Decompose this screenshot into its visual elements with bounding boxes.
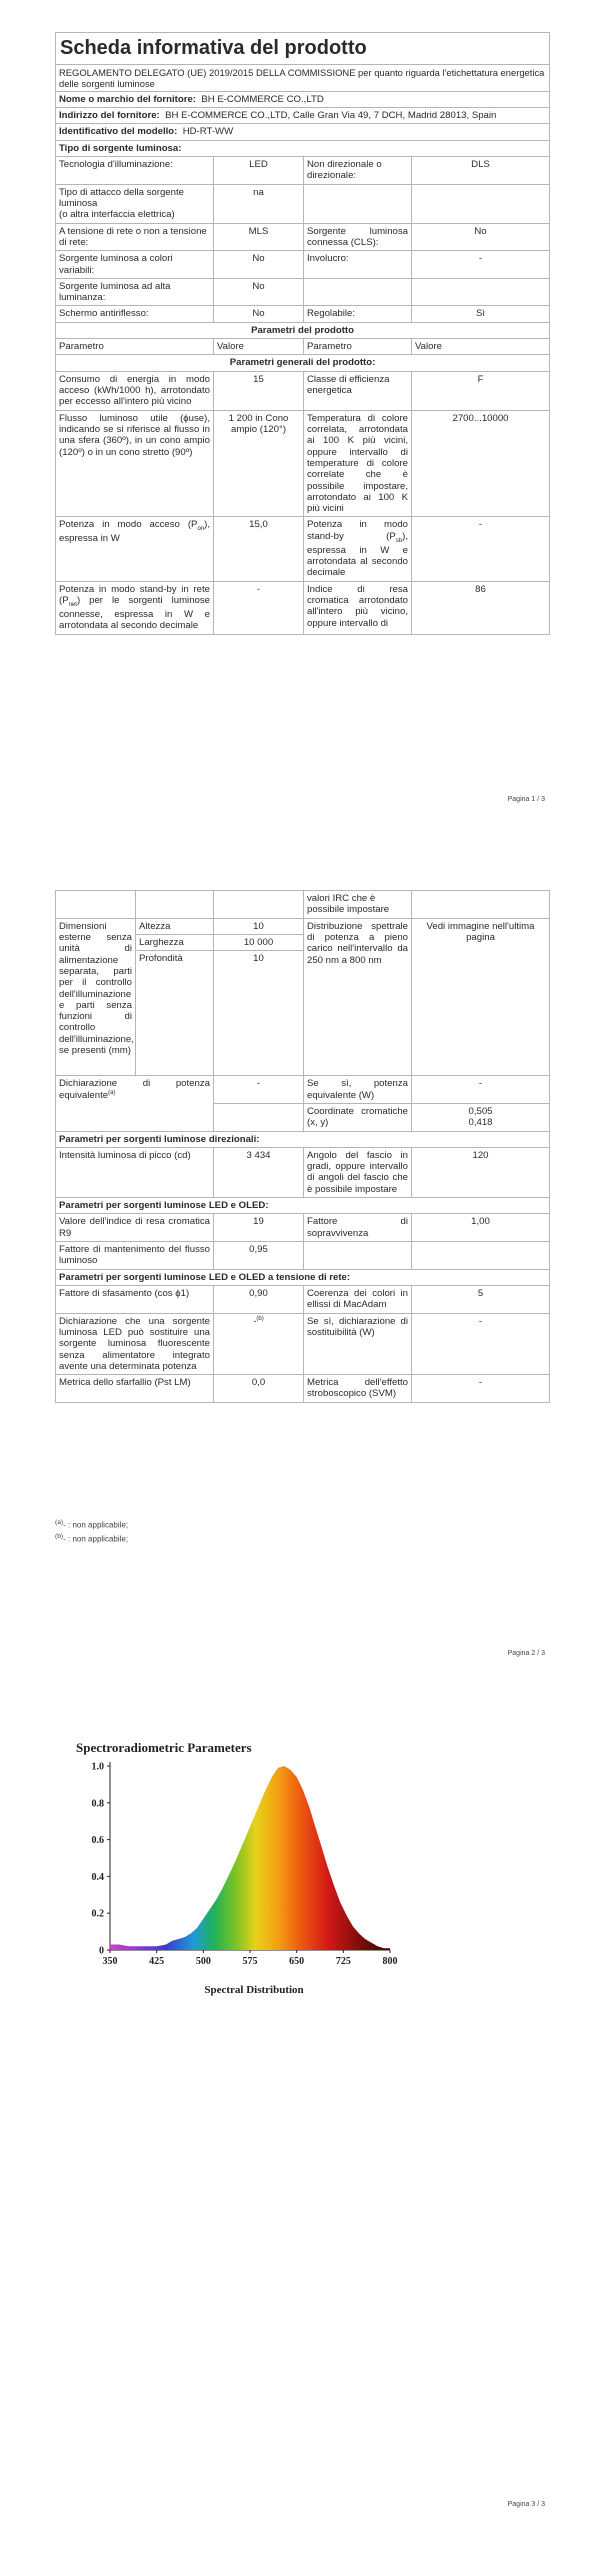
footnote-mark: (b) bbox=[55, 1532, 64, 1540]
row-value bbox=[412, 1242, 550, 1270]
table-row bbox=[56, 891, 550, 919]
row-value: 2700...10000 bbox=[412, 410, 550, 517]
row-label: Potenza in modo stand-by $(P_{sb})$, espressa in W e arrotondata al secondo decimale bbox=[304, 517, 412, 581]
row-label: Sorgente luminosa ad alta luminanza: bbox=[56, 278, 214, 306]
supplier-address-row bbox=[56, 108, 550, 124]
row-value: 0,90 bbox=[214, 1285, 304, 1313]
row-value: 0,0 bbox=[214, 1375, 304, 1403]
y-tick-label: 0.6 bbox=[91, 1835, 104, 1847]
table-row bbox=[56, 581, 550, 634]
table-row bbox=[56, 278, 550, 306]
supplier-name-label: Nome o marchio del fornitore: bbox=[59, 93, 196, 105]
row-value bbox=[412, 278, 550, 306]
x-tick-label: 725 bbox=[335, 1956, 351, 1967]
row-value: 5 bbox=[412, 1285, 550, 1313]
row-label: Potenza in modo stand-by in rete $(P_{net})$ per le sorgenti luminose connesse, espressa in W e arrotondata al secondo decimale bbox=[56, 581, 214, 634]
x-axis-label: Spectral Distribution bbox=[204, 1984, 304, 1996]
x-tick-label: 425 bbox=[149, 1956, 165, 1967]
height-value: 10 bbox=[214, 918, 304, 934]
x-tick-label: 575 bbox=[242, 1956, 258, 1967]
regulation-text: REGOLAMENTO DELEGATO (UE) 2019/2015 DELLA COMMISSIONE per quanto riguarda l'etichettatura energetica delle sorgenti luminose bbox=[56, 64, 550, 91]
row-value: Vedi immagine nell'ultima pagina bbox=[412, 918, 550, 1076]
page-title: Scheda informativa del prodotto bbox=[56, 33, 550, 65]
supplier-address: BH E-COMMERCE CO.,LTD, Calle Gran Via 49, 7 DCH, Madrid 28013, Spain bbox=[165, 110, 497, 122]
row-label: Flusso luminoso utile (ϕuse), indicando se si riferisce al flusso in una sfera (360º), in un cono ampio (120º) o in un cono stretto (90º) bbox=[56, 410, 214, 517]
table-row bbox=[56, 517, 550, 581]
supplier-name-row bbox=[56, 91, 550, 107]
y-tick-label: 0 bbox=[99, 1945, 104, 1957]
row-label: Temperatura di colore correlata, arrotondata ai 100 K più vicini, oppure intervallo di temperature di colore correlate che è possibile impostare, arrotondato ai 100 K più vicini bbox=[304, 410, 412, 517]
supplier-name: BH E-COMMERCE CO.,LTD bbox=[201, 93, 324, 105]
row-label: Valore dell'indice di resa cromatica R9 bbox=[56, 1214, 214, 1242]
row-label bbox=[304, 278, 412, 306]
page-1 bbox=[0, 0, 603, 803]
row-label: Tipo di attacco della sorgente luminosa (o altra interfaccia elettrica) bbox=[56, 184, 214, 223]
row-label: Sorgente luminosa a colori variabili: bbox=[56, 251, 214, 279]
row-value: 86 bbox=[412, 581, 550, 634]
table-row bbox=[56, 1375, 550, 1403]
row-label: Classe di efficienza energetica bbox=[304, 371, 412, 410]
row-label: Coerenza dei colori in ellissi di MacAdam bbox=[304, 1285, 412, 1313]
table-row bbox=[56, 918, 550, 934]
row-label: Se sì, potenza equivalente (W) bbox=[304, 1076, 412, 1104]
chroma-values bbox=[412, 1103, 550, 1131]
led-header: Parametri per sorgenti luminose LED e OLED: bbox=[56, 1198, 550, 1214]
directional-header: Parametri per sorgenti luminose direzionali: bbox=[56, 1131, 550, 1147]
footnote-ref: (b) bbox=[256, 1315, 264, 1322]
row-value bbox=[412, 184, 550, 223]
row-value: No bbox=[412, 223, 550, 251]
row-label: Metrica dello sfarfallio (Pst LM) bbox=[56, 1375, 214, 1403]
table-row bbox=[56, 1147, 550, 1197]
page-2 bbox=[0, 860, 603, 1660]
row-value: 1 200 in Cono ampio (120°) bbox=[214, 410, 304, 517]
row-value: - bbox=[412, 1375, 550, 1403]
footnote-b bbox=[55, 1532, 128, 1546]
row-label: Angolo del fascio in gradi, oppure intervallo di angoli del fascio che è possibile impostare bbox=[304, 1147, 412, 1197]
footnote-a bbox=[55, 1518, 128, 1532]
value-text: - bbox=[253, 1315, 257, 1327]
row-value: 19 bbox=[214, 1214, 304, 1242]
table-row bbox=[56, 1285, 550, 1313]
row-label: Coordinate cromatiche (x, y) bbox=[304, 1103, 412, 1131]
row-value: 15,0 bbox=[214, 517, 304, 581]
x-tick-label: 500 bbox=[195, 1956, 211, 1967]
depth-value: 10 bbox=[214, 951, 304, 1076]
row-label: Regolabile: bbox=[304, 306, 412, 322]
row-label: Fattore di sfasamento (cos ϕ1) bbox=[56, 1285, 214, 1313]
table-row bbox=[56, 184, 550, 223]
row-value: na bbox=[214, 184, 304, 223]
y-tick-label: 1.0 bbox=[91, 1761, 104, 1773]
row-label: Se sì, dichiarazione di sostituibilità (W) bbox=[304, 1313, 412, 1375]
row-value: - bbox=[412, 1313, 550, 1375]
row-label: Tecnologia d'illuminazione: bbox=[56, 157, 214, 185]
row-value: No bbox=[214, 306, 304, 322]
row-value: LED bbox=[214, 157, 304, 185]
chart-title: Spectroradiometric Parameters bbox=[76, 1740, 252, 1755]
supplier-address-label: Indirizzo del fornitore: bbox=[59, 110, 160, 122]
width-value: 10 000 bbox=[214, 934, 304, 950]
row-label: Sorgente luminosa connessa (CLS): bbox=[304, 223, 412, 251]
footnote-text: - : non applicabile; bbox=[63, 1520, 129, 1530]
row-label: A tensione di rete o non a tensione di rete: bbox=[56, 223, 214, 251]
row-value: 1,00 bbox=[412, 1214, 550, 1242]
general-params-header: Parametri generali del prodotto: bbox=[56, 355, 550, 371]
row-label: Metrica dell'effetto stroboscopico (SVM) bbox=[304, 1375, 412, 1403]
row-value: No bbox=[214, 251, 304, 279]
page-number: Pagina 3 / 3 bbox=[507, 2501, 545, 2508]
model-label: Identificativo del modello: bbox=[59, 126, 178, 138]
x-tick-label: 800 bbox=[382, 1956, 398, 1967]
product-sheet-table-p2 bbox=[55, 890, 550, 1403]
table-row bbox=[56, 306, 550, 322]
column-header-value: Valore bbox=[412, 339, 550, 355]
row-label: Schermo antiriflesso: bbox=[56, 306, 214, 322]
dimensions-label: Dimensioni esterne senza unità di alimentazione separata, parti per il controllo dell'illuminazione e parti senza funzioni di controllo dell'illuminazione, se presenti (mm) bbox=[56, 918, 136, 1076]
row-value: - bbox=[412, 517, 550, 581]
footnote-ref: (a) bbox=[108, 1089, 116, 1096]
y-tick-label: 0.8 bbox=[91, 1798, 104, 1810]
footnote-mark: (a) bbox=[55, 1519, 64, 1526]
row-label bbox=[304, 1242, 412, 1270]
spectrum-area bbox=[110, 1766, 390, 1950]
row-value: Sì bbox=[412, 306, 550, 322]
table-row bbox=[56, 1214, 550, 1242]
row-value: DLS bbox=[412, 157, 550, 185]
row-value: 15 bbox=[214, 371, 304, 410]
row-value: 120 bbox=[412, 1147, 550, 1197]
column-header-param: Parametro bbox=[304, 339, 412, 355]
equiv-power-label: Dichiarazione di potenza equivalente bbox=[59, 1078, 210, 1101]
row-label: Involucro: bbox=[304, 251, 412, 279]
row-label: Intensità luminosa di picco (cd) bbox=[56, 1147, 214, 1197]
row-value: No bbox=[214, 278, 304, 306]
footnotes bbox=[55, 1518, 128, 1545]
chart-marks bbox=[110, 1766, 390, 1950]
source-type-header: Tipo di sorgente luminosa: bbox=[56, 140, 550, 156]
row-label: valori IRC che è possibile impostare bbox=[304, 891, 412, 919]
model-id: HD-RT-WW bbox=[182, 126, 234, 138]
column-header-value: Valore bbox=[214, 339, 304, 355]
row-label bbox=[304, 184, 412, 223]
table-row bbox=[56, 1242, 550, 1270]
depth-label: Profondità bbox=[136, 951, 214, 1076]
row-label: Fattore di sopravvivenza bbox=[304, 1214, 412, 1242]
params-header: Parametri del prodotto bbox=[56, 322, 550, 338]
product-sheet-table-p1 bbox=[55, 32, 550, 635]
led-mains-header: Parametri per sorgenti luminose LED e OLED a tensione di rete: bbox=[56, 1269, 550, 1285]
table-row bbox=[56, 371, 550, 410]
row-label: Dichiarazione che una sorgente luminosa LED può sostituire una sorgente luminosa fluorescente senza alimentatore integrato avente una determinata potenza bbox=[56, 1313, 214, 1375]
table-row bbox=[56, 157, 550, 185]
row-label: Distribuzione spettrale di potenza a pieno carico nell'intervallo da 250 nm a 800 nm bbox=[304, 918, 412, 1076]
chroma-y: 0,418 bbox=[468, 1117, 493, 1129]
table-row bbox=[56, 251, 550, 279]
page-number: Pagina 2 / 3 bbox=[507, 1650, 545, 1657]
row-value: MLS bbox=[214, 223, 304, 251]
row-value: - bbox=[412, 1076, 550, 1104]
height-label: Altezza bbox=[136, 918, 214, 934]
y-tick-label: 0.4 bbox=[91, 1871, 104, 1883]
row-value: - bbox=[412, 251, 550, 279]
row-label: Non direzionale o direzionale: bbox=[304, 157, 412, 185]
row-label: Consumo di energia in modo acceso (kWh/1000 h), arrotondato per eccesso all'intero più vicino bbox=[56, 371, 214, 410]
row-value: F bbox=[412, 371, 550, 410]
spectral-chart-svg bbox=[70, 1738, 430, 2003]
table-row bbox=[56, 1313, 550, 1375]
x-tick-label: 650 bbox=[289, 1956, 305, 1967]
row-value: - bbox=[214, 581, 304, 634]
page-number: Pagina 1 / 3 bbox=[507, 796, 545, 803]
model-row bbox=[56, 124, 550, 140]
row-value: 0,95 bbox=[214, 1242, 304, 1270]
y-tick-label: 0.2 bbox=[91, 1908, 104, 1920]
x-tick-label: 350 bbox=[102, 1956, 118, 1967]
page-3 bbox=[0, 1720, 603, 2520]
chroma-x: 0,505 bbox=[468, 1105, 493, 1117]
spectral-chart bbox=[70, 1738, 430, 2003]
row-value bbox=[214, 1313, 304, 1375]
row-label: Indice di resa cromatica arrotondato all'intero più vicino, oppure intervallo di bbox=[304, 581, 412, 634]
column-header-param: Parametro bbox=[56, 339, 214, 355]
table-row bbox=[56, 223, 550, 251]
row-value: - bbox=[214, 1076, 304, 1104]
row-value: 3 434 bbox=[214, 1147, 304, 1197]
row-label: Fattore di mantenimento del flusso luminoso bbox=[56, 1242, 214, 1270]
table-row bbox=[56, 1076, 550, 1104]
row-label bbox=[56, 1076, 214, 1131]
column-headers bbox=[56, 339, 550, 355]
footnote-text: - : non applicabile; bbox=[63, 1534, 129, 1544]
width-label: Larghezza bbox=[136, 934, 214, 950]
row-label: Potenza in modo acceso $(P_{on})$, espressa in W bbox=[56, 517, 214, 581]
table-row bbox=[56, 410, 550, 517]
